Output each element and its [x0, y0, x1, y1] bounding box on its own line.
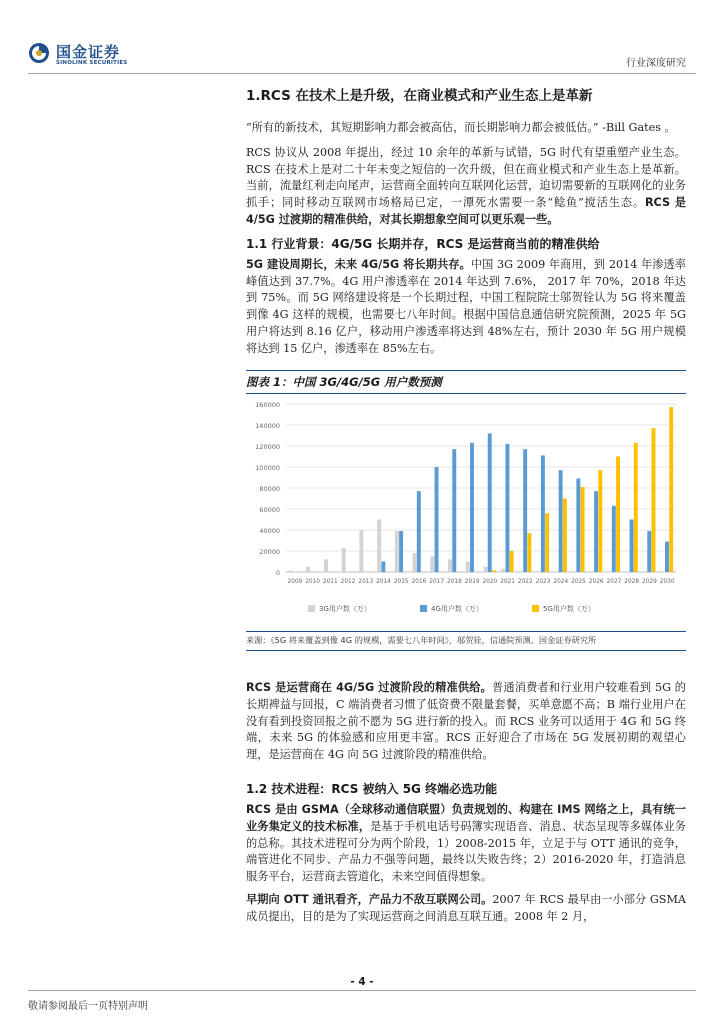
legend-swatch [420, 605, 427, 612]
bar-3G用户数（万）-2011 [324, 559, 328, 572]
y-tick-label: 0 [275, 569, 280, 577]
x-tick-label: 2012 [340, 579, 356, 585]
bar-5G用户数（万）-2024 [563, 499, 567, 573]
y-tick-label: 100000 [255, 464, 280, 472]
x-tick-label: 2028 [624, 579, 640, 585]
bar-3G用户数（万）-2018 [448, 559, 452, 572]
x-tick-label: 2013 [358, 579, 374, 585]
section-1-1-title: 1.1 行业背景：4G/5G 长期并存，RCS 是运营商当前的精准供给 [246, 236, 600, 251]
section-1-1-paragraph [246, 257, 686, 358]
rcs-supply-paragraph [246, 680, 686, 764]
bar-4G用户数（万）-2015 [399, 531, 403, 572]
rcs-supply-emphasis: RCS 是运营商在 4G/5G 过渡阶段的精准供给。 [246, 681, 492, 694]
y-tick-label: 60000 [259, 506, 280, 514]
x-tick-label: 2026 [588, 579, 604, 585]
bar-3G用户数（万）-2014 [377, 520, 381, 573]
bar-5G用户数（万）-2026 [598, 470, 602, 572]
section-1-title: 1.RCS 在技术上是升级，在商业模式和产业生态上是革新 [246, 88, 593, 104]
x-tick-label: 2014 [376, 579, 391, 585]
y-tick-label: 140000 [255, 422, 280, 430]
figure-title: 图表 1：中国 3G/4G/5G 用户数预测 [246, 375, 442, 389]
user-forecast-chart [246, 394, 686, 624]
bar-5G用户数（万）-2021 [510, 551, 514, 572]
legend-label: 3G用户数（万） [319, 605, 371, 613]
rcs-supply-text: 普通消费者和行业用户较难看到 5G 的长期裨益与回报，C 端消费者习惯了低资费不限量套餐，买单意愿不高；B 端行业用户在没有看到投资回报之前不愿为 5G 进行新的投入。而 RCS 业务可以适用于 4G 和 5G 终端，未来 5G 的体验感和应用更丰富。RCS 正好迎合了市场在 5G 发展初期的观望心理，是运营商在 4G 向 5G 过渡阶段的精准供给。 [246, 681, 686, 762]
y-tick-label: 120000 [255, 443, 280, 451]
footer-divider [28, 990, 696, 991]
legend-swatch [532, 605, 539, 612]
section-1-paragraph-emphasis: RCS 是 4/5G 过渡期的精准供给，对其长期想象空间可以更乐观一些。 [246, 196, 686, 226]
x-tick-label: 2009 [287, 579, 303, 585]
legend-label: 5G用户数（万） [543, 605, 595, 613]
section-1-2-title: 1.2 技术进程：RCS 被纳入 5G 终端必选功能 [246, 781, 498, 796]
y-tick-label: 80000 [259, 485, 280, 493]
bill-gates-quote: “所有的新技术，其短期影响力都会被高估，而长期影响力都会被低估。” -Bill Gates 。 [246, 121, 676, 134]
bar-5G用户数（万）-2020 [492, 570, 496, 572]
bar-3G用户数（万）-2019 [466, 562, 470, 573]
x-tick-label: 2023 [535, 579, 551, 585]
x-tick-label: 2016 [411, 579, 427, 585]
bar-4G用户数（万）-2019 [470, 443, 474, 572]
bar-3G用户数（万）-2012 [342, 548, 346, 572]
bar-4G用户数（万）-2020 [488, 433, 492, 572]
bar-4G用户数（万）-2021 [505, 444, 509, 572]
section-1-2-paragraph-1 [246, 802, 686, 886]
bar-3G用户数（万）-2009 [289, 570, 293, 572]
bar-5G用户数（万）-2025 [581, 487, 585, 572]
x-tick-label: 2019 [464, 579, 480, 585]
bar-5G用户数（万）-2028 [634, 443, 638, 572]
logo-text-en: SINOLINK SECURITIES [56, 60, 128, 66]
chart-svg [246, 394, 686, 624]
main-content-continued [246, 680, 686, 926]
page-header [0, 0, 724, 80]
x-tick-label: 2015 [393, 579, 409, 585]
disclaimer-note: 敬请参阅最后一页特别声明 [28, 1001, 148, 1012]
section-1-2-p1-emphasis: RCS 是由 GSMA（全球移动通信联盟）负责规划的、构建在 IMS 网络之上，具有统一业务集定义的技术标准， [246, 802, 686, 833]
section-1-2-paragraph-2 [246, 892, 686, 926]
bar-3G用户数（万）-2013 [359, 530, 363, 572]
bar-4G用户数（万）-2018 [452, 449, 456, 572]
bar-3G用户数（万）-2010 [306, 567, 310, 572]
x-tick-label: 2027 [606, 579, 622, 585]
bar-4G用户数（万）-2022 [523, 449, 527, 572]
bar-5G用户数（万）-2030 [669, 407, 673, 572]
bar-3G用户数（万）-2021 [501, 569, 505, 572]
figure-source: 来源：《5G 将来覆盖到像 4G 的规模，需要七八年时间》，邬贺铨，信通院预测，国金证券研究所 [246, 635, 597, 645]
x-tick-label: 2025 [571, 579, 586, 585]
bar-4G用户数（万）-2017 [435, 467, 439, 572]
y-tick-label: 40000 [259, 527, 280, 535]
bar-4G用户数（万）-2029 [647, 531, 651, 572]
bar-5G用户数（万）-2029 [652, 428, 656, 572]
bar-3G用户数（万）-2017 [430, 556, 434, 572]
bar-3G用户数（万）-2016 [413, 553, 417, 572]
x-tick-label: 2030 [659, 579, 675, 585]
bar-4G用户数（万）-2014 [381, 562, 385, 573]
bar-4G用户数（万）-2023 [541, 455, 545, 572]
x-tick-label: 2022 [517, 579, 533, 585]
bar-4G用户数（万）-2016 [417, 491, 421, 572]
legend-swatch [308, 605, 315, 612]
section-1-1-emphasis: 5G 建设周期长，未来 4G/5G 将长期共存。 [246, 257, 471, 271]
page-number: - 4 - [350, 976, 374, 988]
section-1-2-p2-text: 2007 年 RCS 最早由一小部分 GSMA 成员提出，目的是为了实现运营商之间消息互联互通。2008 年 2 月， [246, 892, 686, 923]
bar-4G用户数（万）-2024 [559, 470, 563, 572]
section-1-2-p1-text: 是基于手机电话号码簿实现语音、消息、状态呈现等多媒体业务的总称。其技术进程可分为两个阶段，1）2008-2015 年，立足于与 OTT 通讯的竞争，端管进化不同步、产品力不强等问题，最终以失败告终；2）2016-2020 年，打造消息服务平台，运营商去管道化，未来空间值得想象。 [246, 819, 686, 884]
y-tick-label: 160000 [255, 401, 280, 409]
x-tick-label: 2024 [553, 579, 569, 585]
section-1-paragraph [246, 145, 686, 229]
bar-5G用户数（万）-2022 [527, 533, 531, 572]
bar-5G用户数（万）-2027 [616, 457, 620, 573]
figure-source-bar [246, 631, 686, 651]
section-1-1-text: 中国 3G 2009 年商用，到 2014 年渗透率峰值达到 37.7%。4G 用户渗透率在 2014 年达到 7.6%， 2017 年 70%，2018 年达到 75%。而 5G 网络建设将是一个长期过程，中国工程院院士邬贺铨认为 5G 将来覆盖到像 4G 这样的规模，也需要七八年时间。根据中国信息通信研究院预测，2025 年 5G 用户将达到 8.16 亿户，移动用户渗透率将达到 48%左右，预计 2030 年 5G 用户规模将达到 15 亿户，渗透率在 85%左右。 [246, 257, 686, 355]
bar-4G用户数（万）-2026 [594, 491, 598, 572]
x-tick-label: 2018 [447, 579, 462, 585]
bar-4G用户数（万）-2025 [576, 479, 580, 572]
bar-4G用户数（万）-2030 [665, 542, 669, 572]
bar-5G用户数（万）-2023 [545, 513, 549, 572]
sinolink-logo-icon [28, 42, 50, 64]
logo-text-cn: 国金证券 [56, 43, 121, 61]
main-content [246, 86, 686, 358]
bar-3G用户数（万）-2015 [395, 531, 399, 572]
bar-4G用户数（万）-2027 [612, 506, 616, 572]
section-1-2-p2-emphasis: 早期向 OTT 通讯看齐，产品力不敌互联网公司。 [246, 892, 493, 906]
document-type: 行业深度研究 [626, 58, 686, 69]
y-tick-label: 20000 [259, 548, 280, 556]
bar-3G用户数（万）-2020 [484, 567, 488, 572]
x-tick-label: 2017 [429, 579, 445, 585]
header-divider [28, 73, 696, 74]
x-tick-label: 2020 [482, 579, 498, 585]
bar-4G用户数（万）-2028 [630, 520, 634, 573]
x-tick-label: 2011 [322, 579, 338, 585]
section-1-paragraph-text: RCS 协议从 2008 年提出，经过 10 余年的革新与试错，5G 时代有望重塑产业生态。RCS 在技术上是对二十年未变之短信的一次升级，但在商业模式和产业生态上是革新。当前，流量红利走向尾声，运营商全面转向互联网化运营，迫切需要新的互联网化的业务抓手；同时移动互联网市场格局已定，一潭死水需要一条“鲶鱼”搅活生态。 [246, 145, 686, 210]
figure-title-bar [246, 370, 686, 394]
x-tick-label: 2029 [642, 579, 657, 585]
x-tick-label: 2021 [500, 579, 515, 585]
legend-label: 4G用户数（万） [431, 605, 483, 613]
x-tick-label: 2010 [305, 579, 320, 585]
